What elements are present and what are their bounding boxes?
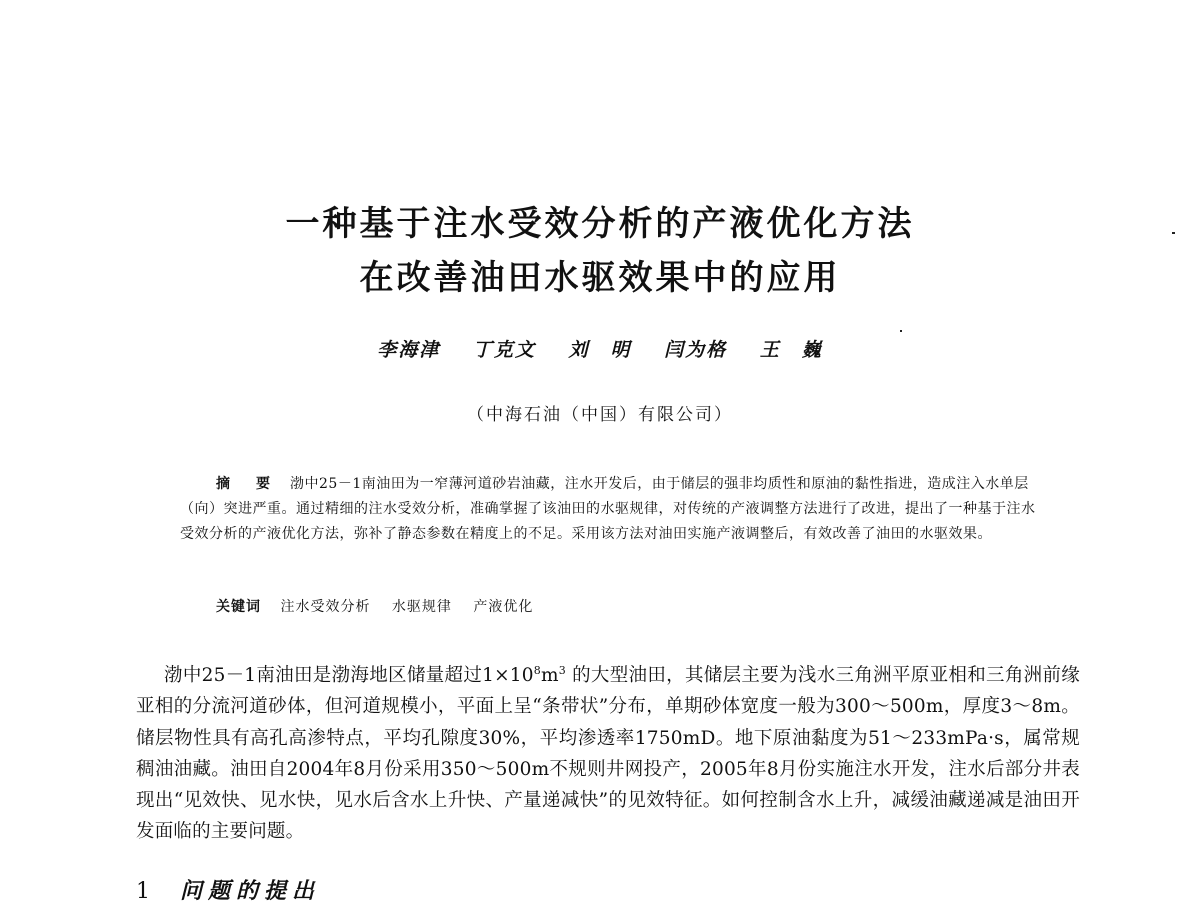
keyword: 水驱规律 xyxy=(391,599,452,615)
body-paragraph xyxy=(136,660,1080,848)
scan-speck xyxy=(900,330,902,332)
author-list xyxy=(0,335,1200,362)
author-name: 闫为格 xyxy=(664,339,728,361)
superscript: 8 xyxy=(533,663,541,677)
author-name: 刘 明 xyxy=(568,339,632,361)
author-name: 王 巍 xyxy=(759,339,823,361)
author-name: 李海津 xyxy=(377,339,441,361)
abstract-label: 摘 要 xyxy=(216,476,276,492)
body-text-run: m xyxy=(540,665,559,686)
paper-title-line-1: 一种基于注水受效分析的产液优化方法 xyxy=(285,204,915,244)
section-number: 1 xyxy=(136,879,150,904)
abstract xyxy=(180,472,1040,547)
keywords xyxy=(216,596,549,616)
paper-title-line-2: 在改善油田水驱效果中的应用 xyxy=(359,258,841,298)
section-heading xyxy=(136,874,320,905)
affiliation: （中海石油（中国）有限公司） xyxy=(467,405,733,425)
keyword: 注水受效分析 xyxy=(280,599,371,615)
scan-speck xyxy=(1172,232,1175,234)
abstract-text: 渤中25－1南油田为一窄薄河道砂岩油藏，注水开发后，由于储层的强非均质性和原油的黏性指进，造成注入水单层（向）突进严重。通过精细的注水受效分析，准确掌握了该油田的水驱规律，对传统的产液调整方法进行了改进，提出了一种基于注水受效分析的产液优化方法，弥补了静态参数在精度上的不足。采用该方法对油田实施产液调整后，有效改善了油田的水驱效果。 xyxy=(180,476,1036,542)
author-name: 丁克文 xyxy=(472,339,536,361)
body-text-run: 渤中25－1南油田是渤海地区储量超过1×10 xyxy=(164,665,534,686)
keywords-label: 关键词 xyxy=(216,599,261,615)
superscript: 3 xyxy=(558,663,566,677)
section-title: 问题的提出 xyxy=(180,879,321,904)
keyword: 产液优化 xyxy=(473,599,534,615)
body-text-run: 的大型油田，其储层主要为浅水三角洲平原亚相和三角洲前缘亚相的分流河道砂体，但河道规模小，平面上呈“条带状”分布，单期砂体宽度一般为300～500m，厚度3～8m。储层物性具有高孔高渗特点，平均孔隙度30%，平均渗透率1750mD。地下原油黏度为51～233mPa·s，属常规稠油油藏。油田自2004年8月份采用350～500m不规则井网投产，2005年8月份实施注水开发，注水后部分井表现出“见效快、见水快，见水后含水上升快、产量递减快”的见效特征。如何控制含水上升，减缓油藏递减是油田开发面临的主要问题。 xyxy=(136,665,1080,843)
